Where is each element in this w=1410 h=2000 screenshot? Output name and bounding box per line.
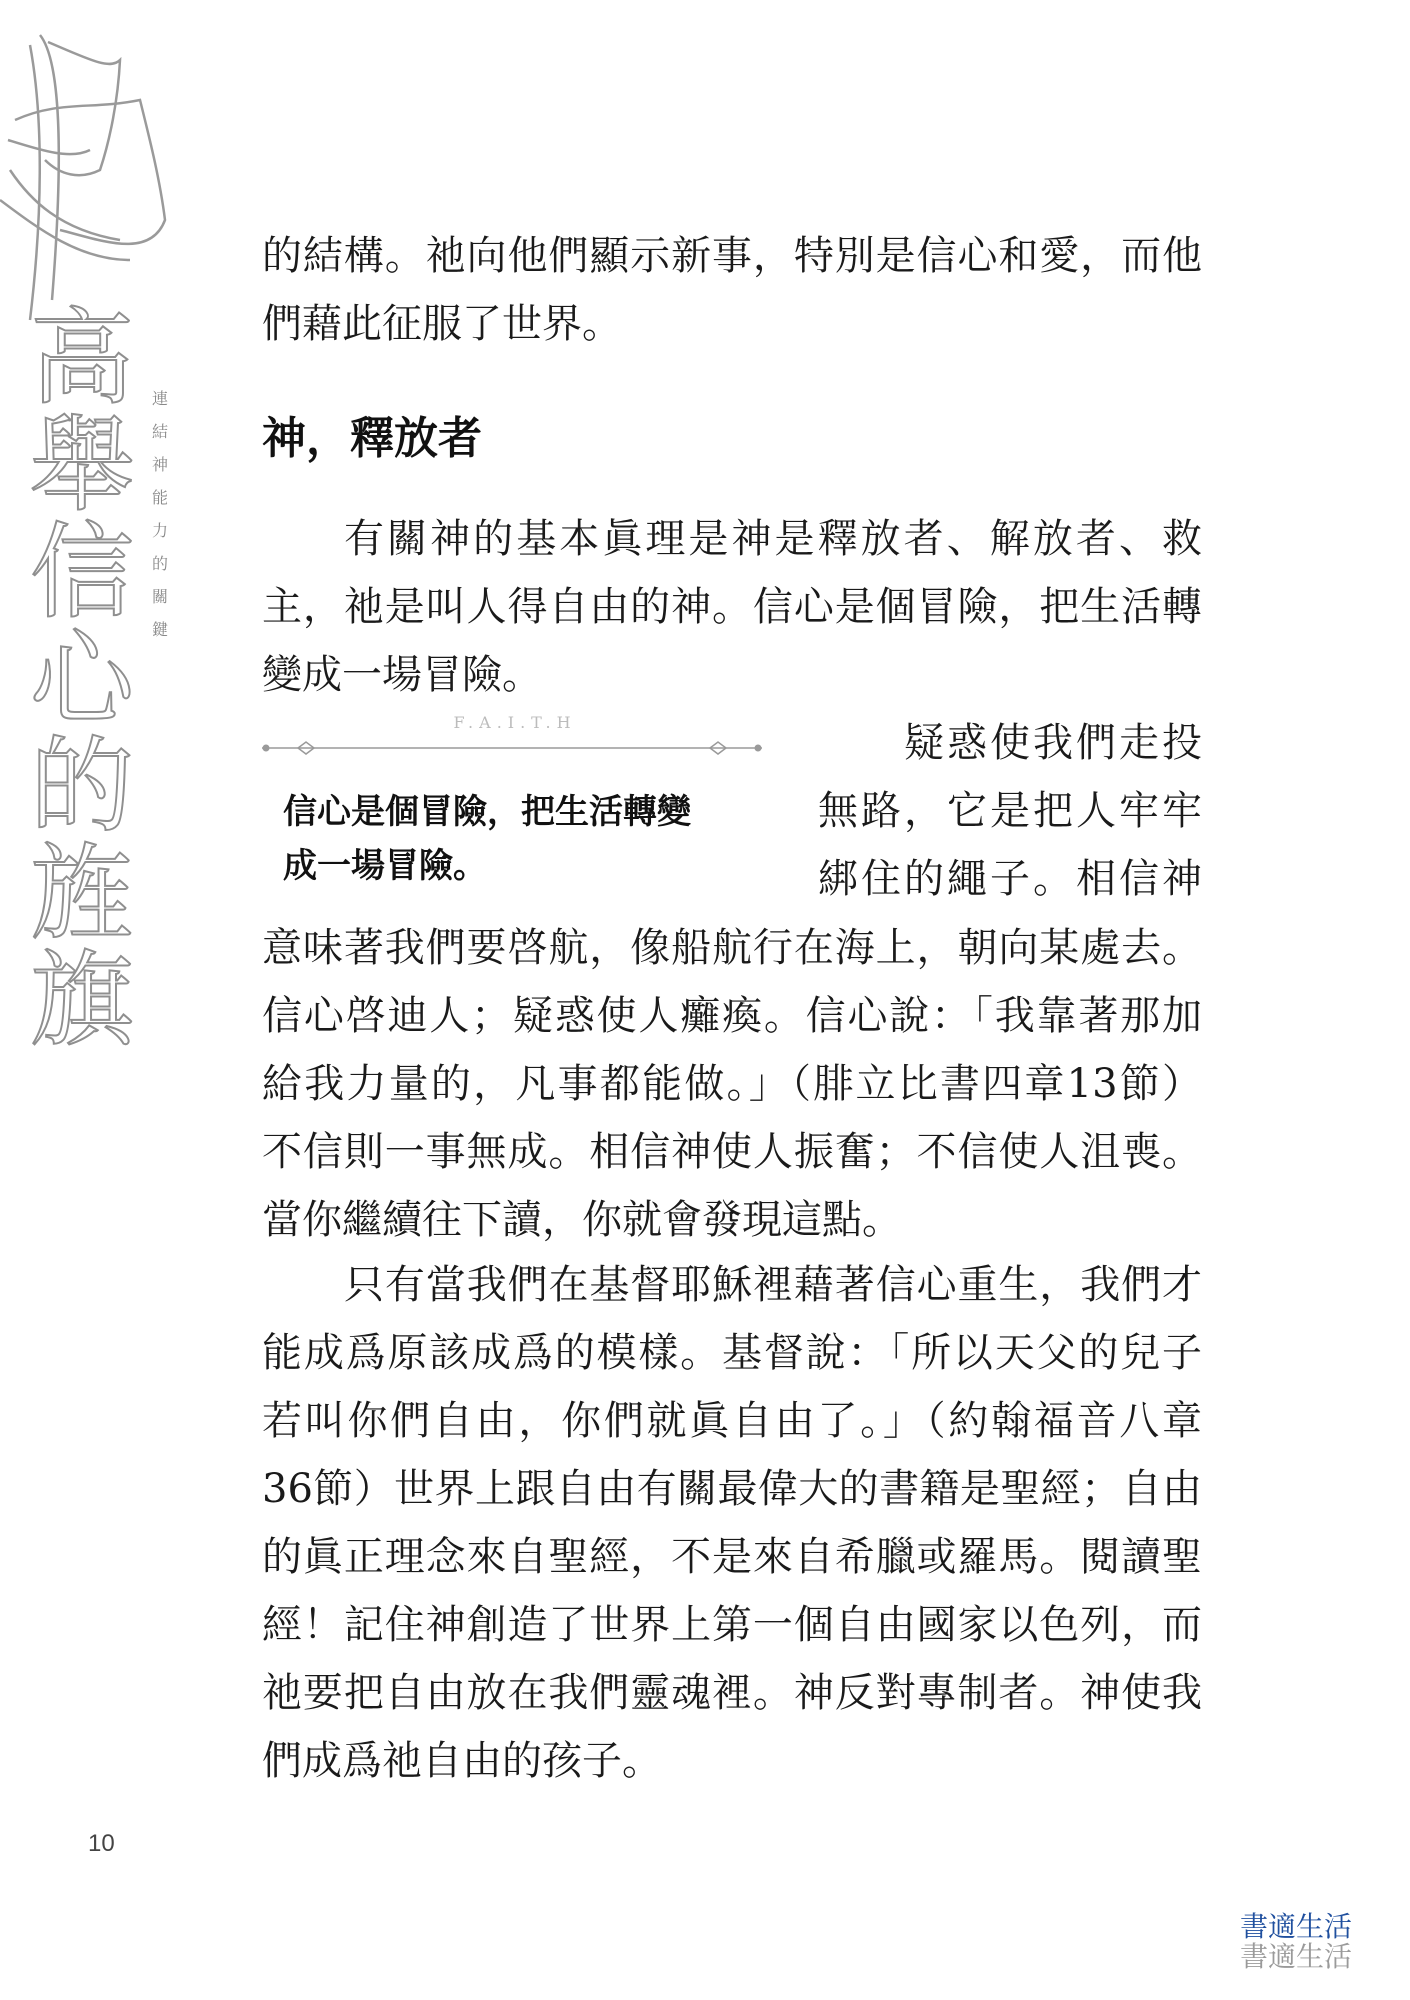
text-line: 變成一場冒險。 — [262, 652, 542, 698]
book-title-char: 心 — [29, 618, 134, 740]
book-subtitle-char: 結 — [151, 422, 168, 441]
book-title-char: 舉 — [29, 404, 134, 526]
text-line: 當你繼續往下讀，你就會發現這點。 — [262, 1197, 902, 1243]
pullquote-ornament-rule — [262, 730, 762, 766]
paragraph-3-wrap — [818, 709, 1202, 913]
text-line: 的結構。祂向他們顯示新事，特別是信心和愛，而他 — [262, 233, 1202, 279]
book-subtitle-char: 能 — [151, 488, 168, 507]
text-line: 若叫你們自由，你們就眞自由了。」（約翰福音八章 — [262, 1398, 1202, 1444]
text-line: 信心啓迪人；疑惑使人癱瘓。信心說：「我靠著那加 — [262, 993, 1202, 1039]
text-line: 疑惑使我們走投 — [904, 720, 1202, 766]
book-title-char: 旗 — [29, 939, 134, 1061]
flag-illustration — [0, 0, 180, 330]
watermark-line: 書適生活 — [1240, 1940, 1353, 1973]
paragraph-2 — [262, 505, 1202, 709]
pullquote-label: F.A.I.T.H — [420, 713, 610, 732]
text-line: 綁住的繩子。相信神 — [818, 856, 1202, 902]
text-line: 能成爲原該成爲的模樣。基督說：「所以天父的兒子 — [262, 1330, 1202, 1376]
book-title-char: 旌 — [29, 832, 134, 954]
book-title-char: 的 — [29, 725, 134, 847]
section-heading: 神，釋放者 — [262, 413, 482, 464]
pullquote-line: 信心是個冒險，把生活轉變 — [283, 792, 691, 832]
text-line: 意味著我們要啓航，像船航行在海上，朝向某處去。 — [262, 925, 1202, 971]
text-line: 不信則一事無成。相信神使人振奮；不信使人沮喪。 — [262, 1129, 1202, 1175]
book-subtitle-char: 關 — [151, 587, 168, 606]
publisher-watermark — [1240, 1912, 1370, 1972]
book-subtitle-char: 連 — [151, 389, 168, 408]
text-line: 祂要把自由放在我們靈魂裡。神反對專制者。神使我 — [262, 1670, 1202, 1716]
pullquote-line: 成一場冒險。 — [283, 846, 487, 886]
text-line: 們藉此征服了世界。 — [262, 301, 622, 347]
paragraph-4 — [262, 1251, 1202, 1795]
book-subtitle-char: 鍵 — [151, 620, 168, 639]
text-line: 無路，它是把人牢牢 — [818, 788, 1202, 834]
text-line: 有關神的基本眞理是神是釋放者、解放者、救 — [344, 516, 1202, 562]
paragraph-1 — [262, 222, 1202, 358]
text-line: 只有當我們在基督耶穌裡藉著信心重生，我們才 — [344, 1262, 1202, 1308]
book-subtitle-char: 的 — [151, 554, 168, 573]
text-line: 的眞正理念來自聖經，不是來自希臘或羅馬。閱讀聖 — [262, 1534, 1202, 1580]
watermark-line: 書適生活 — [1240, 1910, 1353, 1943]
text-line: 主，祂是叫人得自由的神。信心是個冒險，把生活轉 — [262, 584, 1202, 630]
paragraph-3 — [262, 914, 1202, 1254]
text-line: 們成爲祂自由的孩子。 — [262, 1738, 662, 1784]
book-title-char: 信 — [29, 511, 134, 633]
page-number: 10 — [88, 1830, 115, 1857]
book-title-vertical — [22, 297, 142, 1061]
book-subtitle-char: 神 — [151, 455, 168, 474]
text-line: 經！記住神創造了世界上第一個自由國家以色列，而 — [262, 1602, 1202, 1648]
text-line: 36節）世界上跟自由有關最偉大的書籍是聖經；自由 — [262, 1466, 1202, 1512]
book-subtitle-vertical — [150, 382, 170, 646]
pullquote — [283, 785, 763, 893]
text-line: 給我力量的，凡事都能做。」（腓立比書四章13節） — [262, 1061, 1202, 1107]
book-title-char: 高 — [29, 297, 134, 419]
book-subtitle-char: 力 — [151, 521, 168, 540]
